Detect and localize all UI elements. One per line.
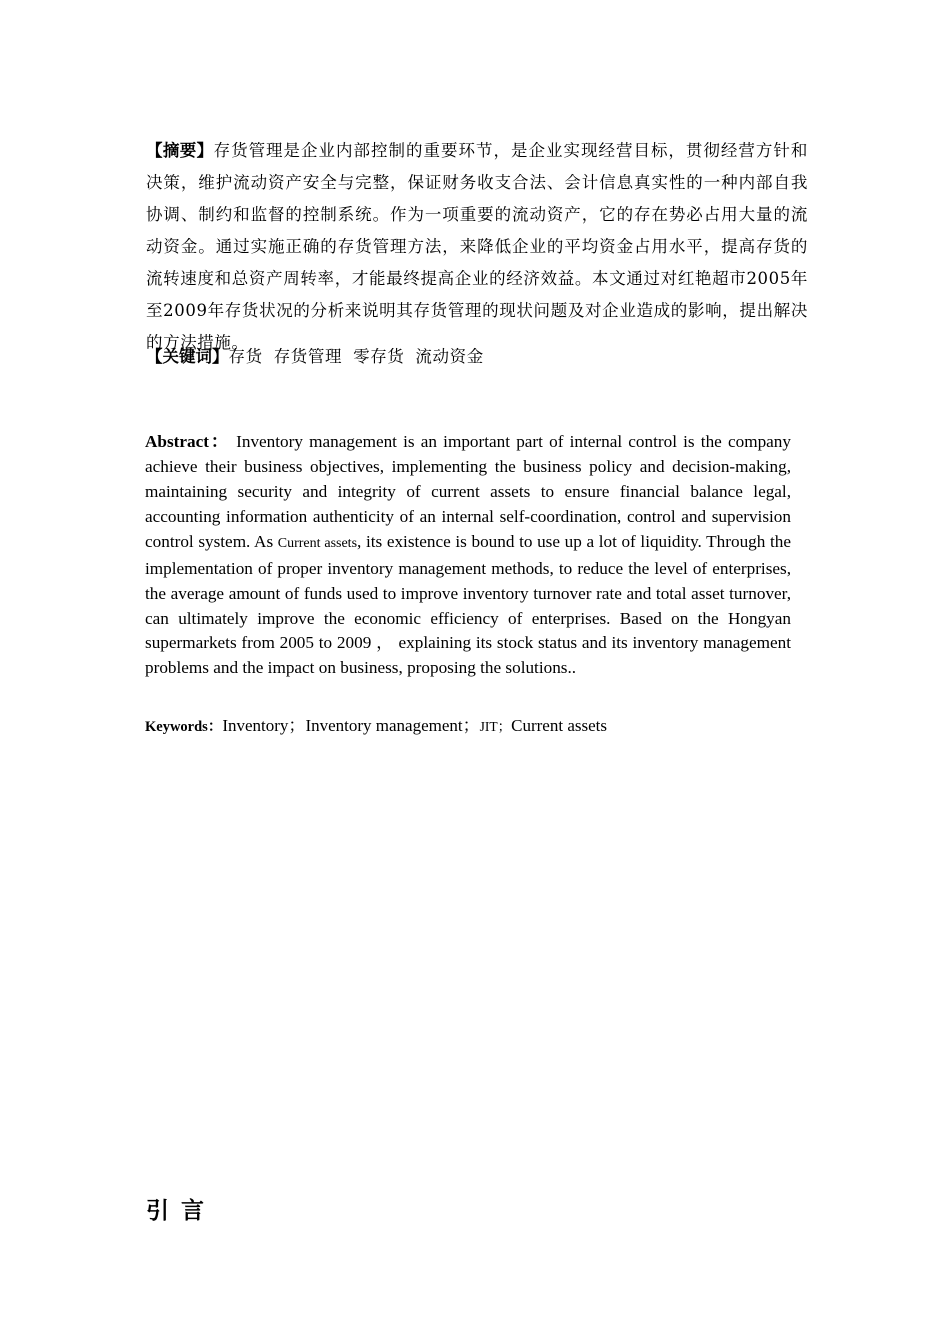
chinese-abstract-label: 【摘要】	[146, 140, 214, 160]
chinese-keywords	[146, 341, 808, 373]
section-heading: 引言	[146, 1198, 216, 1224]
chinese-abstract	[146, 135, 808, 359]
chinese-keywords-label: 【关键词】	[146, 347, 229, 366]
chinese-keyword: 零存货	[353, 347, 405, 366]
english-keyword: JIT；	[479, 719, 512, 734]
english-keywords-label: Keywords：	[145, 719, 223, 735]
english-abstract	[145, 430, 791, 681]
english-keyword: Inventory；	[222, 716, 306, 735]
english-abstract-text-part1: Inventory management is an important part of internal control is the company achieve their business objectives, implementing the business policy and decision-making, maintaining security and integrity of current assets to ensure financial balance legal, accounting information authenticity of an internal self-coordination, control and supervision control system. As	[145, 432, 791, 551]
english-abstract-label: Abstract：	[145, 432, 230, 452]
english-abstract-text-part2: , its existence is bound to use up a lot of liquidity. Through the implementation of proper inventory management methods, to reduce the level of enterprises, the average amount of funds used to improve inventory turnover rate and total asset turnover, can ultimately improve the economic efficiency of enterprises. Based on the Hongyan supermarkets from 2005 to 2009 ， explaining its stock status and its inventory management problems and the impact on business, proposing the solutions..	[145, 531, 791, 678]
english-keywords	[145, 713, 791, 740]
chinese-keyword: 存货管理	[273, 347, 343, 366]
chinese-keyword: 流动资金	[415, 347, 484, 366]
english-keyword: Current assets	[511, 716, 607, 735]
english-keyword: Inventory management；	[305, 716, 480, 735]
chinese-abstract-text: 存货管理是企业内部控制的重要环节，是企业实现经营目标，贯彻经营方针和决策，维护流动资产安全与完整，保证财务收支合法、会计信息真实性的一种内部自我协调、制约和监督的控制系统。作为一项重要的流动资产，它的存在势必占用大量的流动资金。通过实施正确的存货管理方法，来降低企业的平均资金占用水平，提高存货的流转速度和总资产周转率，才能最终提高企业的经济效益。本文通过对红艳超市2005年至2009年存货状况的分析来说明其存货管理的现状问题及对企业造成的影响，提出解决的方法措施。	[146, 140, 808, 352]
english-abstract-term: Current assets	[277, 535, 358, 551]
chinese-keyword: 存货	[228, 347, 263, 366]
